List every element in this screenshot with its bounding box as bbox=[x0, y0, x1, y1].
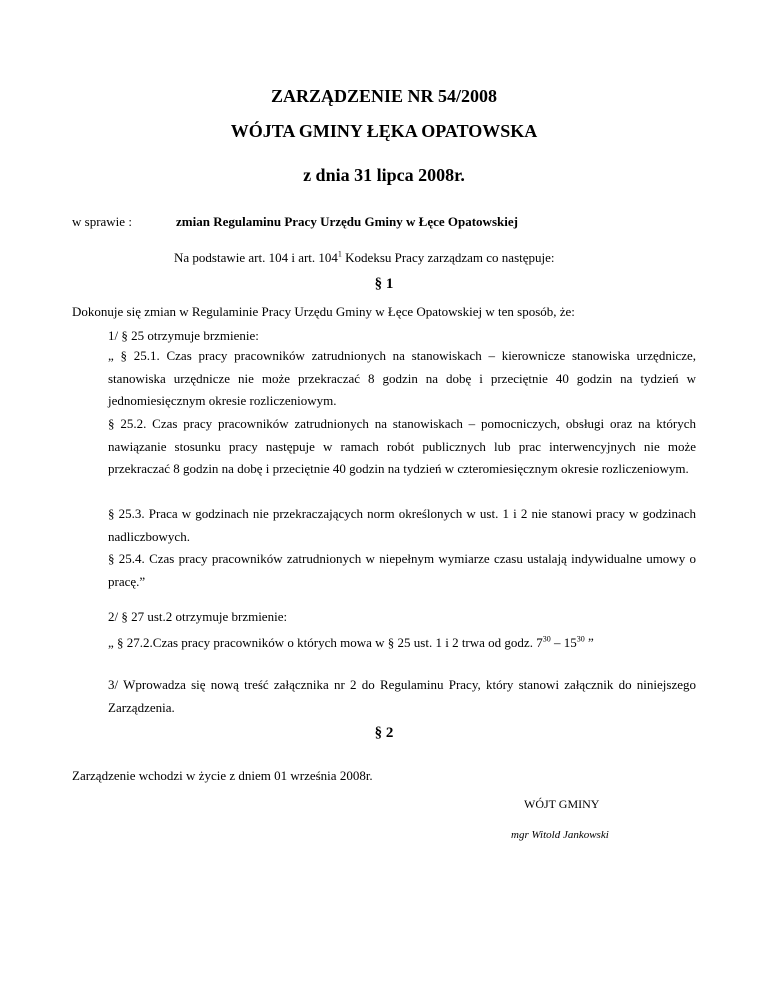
section-2-text: Zarządzenie wchodzi w życie z dniem 01 września 2008r. bbox=[72, 768, 373, 783]
time-start-superscript: 30 bbox=[542, 634, 551, 644]
section-1-heading: § 1 bbox=[374, 276, 394, 292]
item-2-label: 2/ § 27 ust.2 otrzymuje brzmienie: bbox=[108, 609, 288, 624]
subject-text: zmian Regulaminu Pracy Urzędu Gminy w Łęce Opatowskiej bbox=[176, 214, 518, 229]
legal-basis-text-end: Kodeksu Pracy zarządzam co następuje: bbox=[341, 250, 555, 265]
paragraph-27-2 bbox=[108, 635, 594, 651]
section-2-heading: § 2 bbox=[374, 725, 394, 741]
legal-basis-text: Na podstawie art. 104 i art. 104 bbox=[174, 250, 338, 265]
legal-basis bbox=[174, 250, 555, 266]
paragraph-27-2-text: „ § 27.2.Czas pracy pracowników o których mowa w § 25 ust. 1 i 2 trwa od godz. 7 bbox=[108, 635, 543, 650]
item-1-label: 1/ § 25 otrzymuje brzmienie: bbox=[108, 328, 259, 343]
paragraph-27-2-text-mid: – 15 bbox=[550, 635, 577, 650]
document-issuer: WÓJTA GMINY ŁĘKA OPATOWSKA bbox=[230, 121, 538, 141]
paragraph-25-4: § 25.4. Czas pracy pracowników zatrudnionych w niepełnym wymiarze czasu ustalają indywidualne umowy o pracę.” bbox=[108, 551, 696, 589]
paragraph-25-1: „ § 25.1. Czas pracy pracowników zatrudnionych na stanowiskach – kierownicze stanowiska urzędnicze, stanowiska urzędnicze nie może przekraczać 8 godzin na dobę i przeciętnie 40 godzin na tydzień w jednomiesięcznym okresie rozliczeniowym. bbox=[108, 348, 696, 408]
subject-label: w sprawie : bbox=[72, 214, 132, 229]
document-date: z dnia 31 lipca 2008r. bbox=[303, 165, 465, 185]
section-1-intro: Dokonuje się zmian w Regulaminie Pracy Urzędu Gminy w Łęce Opatowskiej w ten sposób, że: bbox=[72, 304, 575, 319]
paragraph-25-3: § 25.3. Praca w godzinach nie przekraczających norm określonych w ust. 1 i 2 nie stanowi pracy w godzinach nadliczbowych. bbox=[108, 506, 696, 544]
legal-basis-superscript: 1 bbox=[337, 249, 342, 259]
time-end-superscript: 30 bbox=[576, 634, 585, 644]
signature-name: mgr Witold Jankowski bbox=[511, 829, 609, 841]
paragraph-27-2-text-end: ” bbox=[584, 635, 594, 650]
signature-role: WÓJT GMINY bbox=[524, 797, 600, 811]
item-3: 3/ Wprowadza się nową treść załącznika nr 2 do Regulaminu Pracy, który stanowi załącznik do niniejszego Zarządzenia. bbox=[108, 677, 696, 715]
document-title: ZARZĄDZENIE NR 54/2008 bbox=[270, 86, 498, 106]
paragraph-25-2: § 25.2. Czas pracy pracowników zatrudnionych na stanowiskach – pomocniczych, obsługi oraz na których nawiązanie stosunku pracy następuje w ramach robót publicznych lub prac interwencyjnych nie może przekraczać 8 godzin na dobę i przeciętnie 40 godzin na tydzień w czteromiesięcznym okresie rozliczeniowym. bbox=[108, 416, 696, 476]
